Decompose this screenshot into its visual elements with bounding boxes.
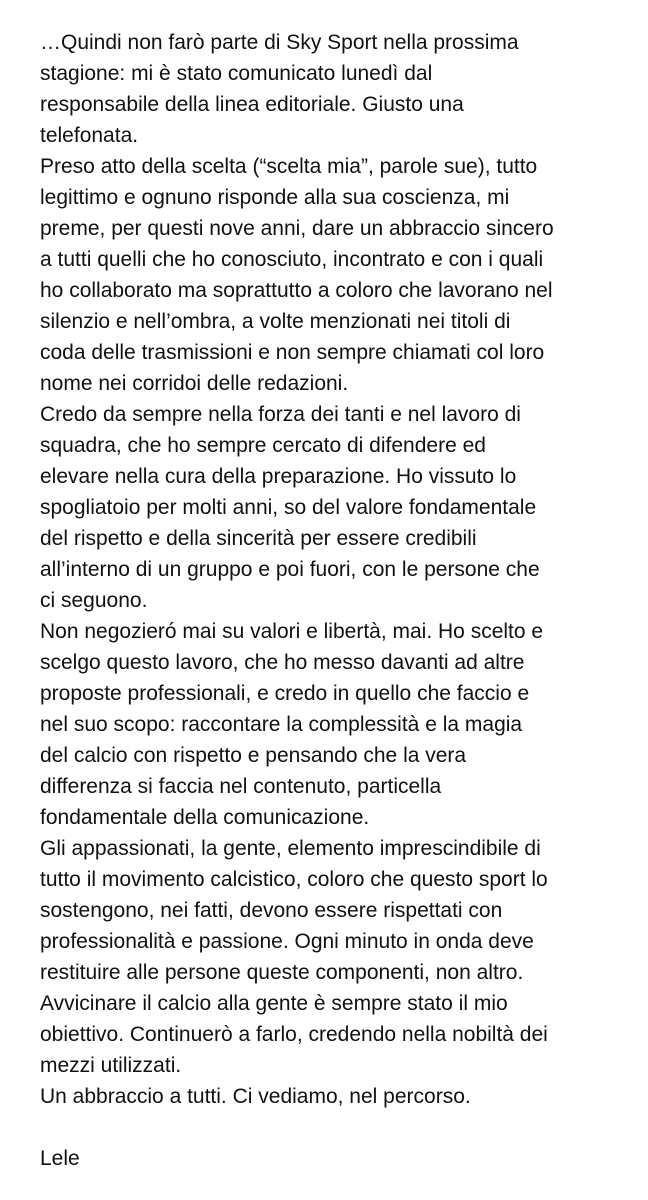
paragraph-intro bbox=[40, 27, 630, 151]
text-line: del calcio con rispetto e pensando che la vera bbox=[40, 744, 467, 767]
signature: Lele bbox=[40, 1147, 80, 1170]
text-line: silenzio e nell’ombra, a volte menzionati nei titoli di bbox=[40, 310, 511, 333]
text-line: nel suo scopo: raccontare la complessità e la magia bbox=[40, 713, 523, 736]
text-line: obiettivo. Continuerò a farlo, credendo nella nobiltà dei bbox=[40, 1023, 548, 1046]
blank-line bbox=[40, 1112, 630, 1143]
text-line: Avvicinare il calcio alla gente è sempre stato il mio bbox=[40, 992, 508, 1015]
note-body bbox=[40, 27, 630, 1174]
text-line: responsabile della linea editoriale. Giusto una bbox=[40, 93, 464, 116]
text-line: Un abbraccio a tutti. Ci vediamo, nel percorso. bbox=[40, 1085, 471, 1108]
text-line: differenza si faccia nel contenuto, particella bbox=[40, 775, 442, 798]
paragraph-fans bbox=[40, 833, 630, 1081]
text-line: ci seguono. bbox=[40, 589, 148, 612]
text-line: scelgo questo lavoro, che ho messo davanti ad altre bbox=[40, 651, 525, 674]
text-line: nome nei corridoi delle redazioni. bbox=[40, 372, 349, 395]
text-line: del rispetto e della sincerità per essere credibili bbox=[40, 527, 477, 550]
text-line: telefonata. bbox=[40, 124, 139, 147]
text-line: Non negozieró mai su valori e libertà, mai. Ho scelto e bbox=[40, 620, 544, 643]
text-line: Credo da sempre nella forza dei tanti e nel lavoro di bbox=[40, 403, 521, 426]
text-line: sostengono, nei fatti, devono essere rispettati con bbox=[40, 899, 503, 922]
paragraph-values bbox=[40, 616, 630, 833]
text-line: Preso atto della scelta (“scelta mia”, parole sue), tutto bbox=[40, 155, 538, 178]
text-line: preme, per questi nove anni, dare un abbraccio sincero bbox=[40, 217, 554, 240]
paragraph-thanks bbox=[40, 151, 630, 399]
text-line: mezzi utilizzati. bbox=[40, 1054, 182, 1077]
text-line: a tutti quelli che ho conosciuto, incontrato e con i quali bbox=[40, 248, 544, 271]
text-line: Gli appassionati, la gente, elemento imprescindibile di bbox=[40, 837, 541, 860]
text-line: fondamentale della comunicazione. bbox=[40, 806, 370, 829]
text-line: tutto il movimento calcistico, coloro che questo sport lo bbox=[40, 868, 548, 891]
text-line: …Quindi non farò parte di Sky Sport nella prossima bbox=[40, 31, 519, 54]
text-line: coda delle trasmissioni e non sempre chiamati col loro bbox=[40, 341, 545, 364]
paragraph-teamwork bbox=[40, 399, 630, 616]
text-line: proposte professionali, e credo in quello che faccio e bbox=[40, 682, 530, 705]
text-line: all’interno di un gruppo e poi fuori, con le persone che bbox=[40, 558, 540, 581]
text-line: spogliatoio per molti anni, so del valore fondamentale bbox=[40, 496, 537, 519]
text-line: restituire alle persone queste componenti, non altro. bbox=[40, 961, 524, 984]
text-line: ho collaborato ma soprattutto a coloro che lavorano nel bbox=[40, 279, 553, 302]
text-line: professionalità e passione. Ogni minuto in onda deve bbox=[40, 930, 534, 953]
text-line: legittimo e ognuno risponde alla sua coscienza, mi bbox=[40, 186, 510, 209]
text-line: squadra, che ho sempre cercato di difendere ed bbox=[40, 434, 486, 457]
text-line: stagione: mi è stato comunicato lunedì dal bbox=[40, 62, 433, 85]
text-line: elevare nella cura della preparazione. Ho vissuto lo bbox=[40, 465, 517, 488]
paragraph-closing bbox=[40, 1081, 630, 1112]
